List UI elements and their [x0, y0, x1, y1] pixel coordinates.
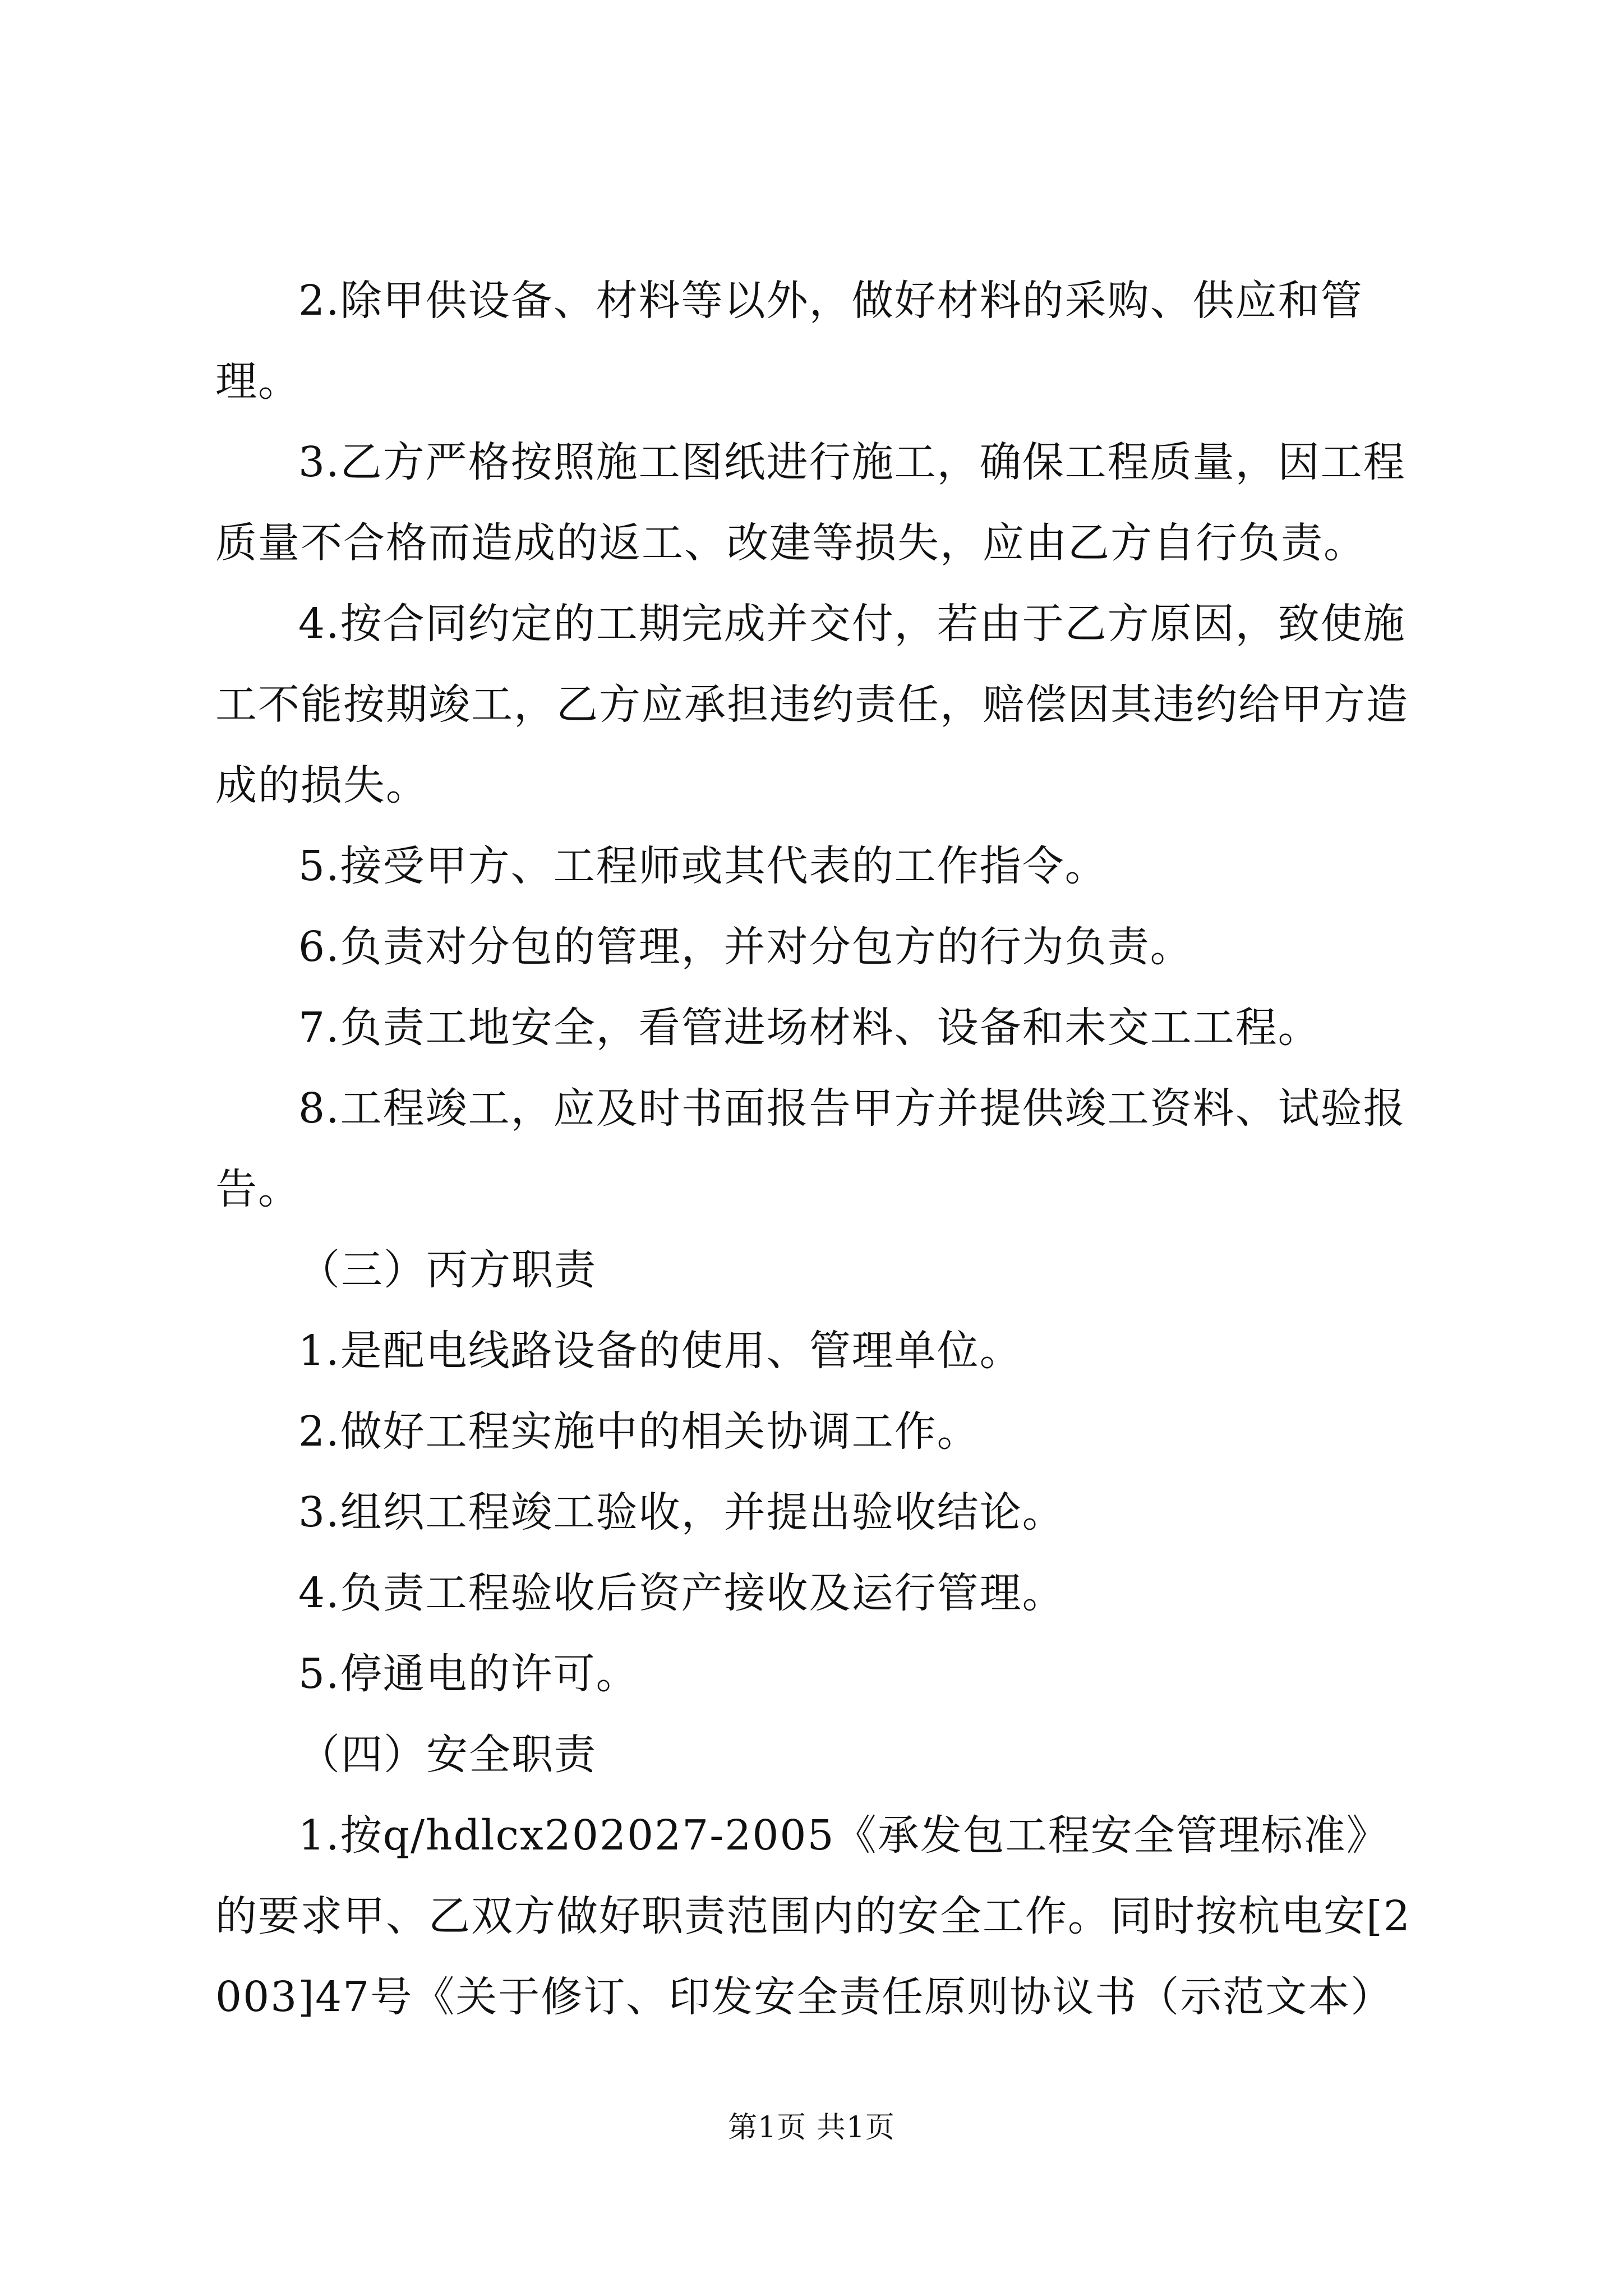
paragraph-item-4-schedule: 4.按合同约定的工期完成并交付，若由于乙方原因，致使施工不能按期竣工，乙方应承担违约责任，赔偿因其违约给甲方造成的损失。	[215, 600, 1409, 809]
paragraph-item-8-completion: 8.工程竣工，应及时书面报告甲方并提供竣工资料、试验报告。	[215, 1084, 1406, 1213]
paragraph-item-3-quality: 3.乙方严格按照施工图纸进行施工，确保工程质量，因工程质量不合格而造成的返工、改建等损失，应由乙方自行负责。	[215, 438, 1406, 567]
paragraph-party-c-item-3: 3.组织工程竣工验收，并提出验收结论。	[298, 1488, 1065, 1536]
paragraph-item-7-site-safety: 7.负责工地安全，看管进场材料、设备和未交工工程。	[298, 1004, 1321, 1052]
paragraph-party-c-item-1: 1.是配电线路设备的使用、管理单位。	[298, 1327, 1022, 1375]
paragraph-item-2-materials: 2.除甲供设备、材料等以外，做好材料的采购、供应和管理。	[215, 277, 1363, 406]
paragraph-item-6-subcontract: 6.负责对分包的管理，并对分包方的行为负责。	[298, 923, 1193, 971]
section-heading-party-c: （三）丙方职责	[298, 1246, 597, 1294]
paragraph-party-c-item-2: 2.做好工程实施中的相关协调工作。	[298, 1407, 980, 1456]
paragraph-party-c-item-5: 5.停通电的许可。	[298, 1650, 639, 1698]
document-body	[215, 260, 1415, 2037]
paragraph-safety-item-1: 1.按q/hdlcx202027-2005《承发包工程安全管理标准》的要求甲、乙双方做好职责范围内的安全工作。同时按杭电安[2003]47号《关于修订、印发安全责任原则协议书（示范文本）	[215, 1811, 1411, 2021]
page-footer: 第1页 共1页	[728, 2111, 895, 2145]
paragraph-item-5-instructions: 5.接受甲方、工程师或其代表的工作指令。	[298, 842, 1108, 890]
section-heading-safety: （四）安全职责	[298, 1731, 597, 1779]
paragraph-party-c-item-4: 4.负责工程验收后资产接收及运行管理。	[298, 1569, 1065, 1617]
